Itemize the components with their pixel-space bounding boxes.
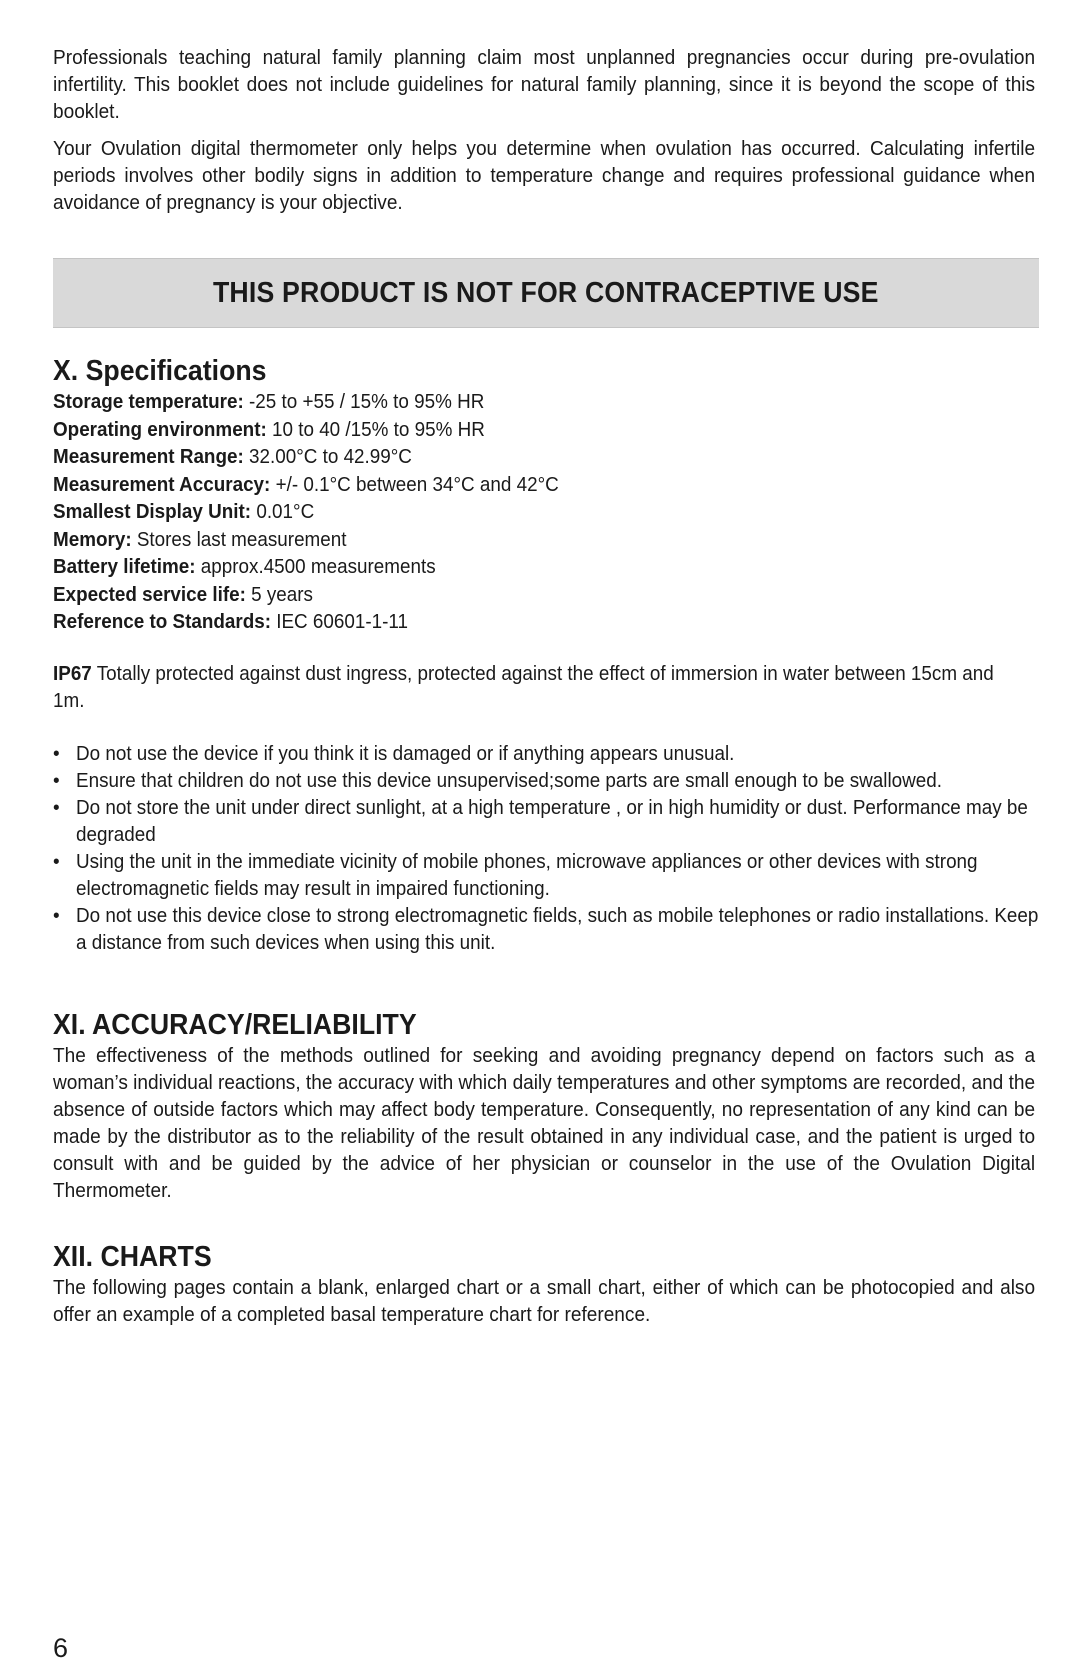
spec-value: -25 to +55 / 15% to 95% HR bbox=[243, 390, 485, 413]
list-item bbox=[53, 740, 1042, 767]
spec-row bbox=[53, 581, 956, 609]
bullet-icon: • bbox=[53, 795, 60, 819]
list-item-text: Do not use the device if you think it is damaged or if anything appears unusual. bbox=[76, 741, 735, 765]
specifications-list bbox=[53, 388, 1035, 636]
spec-value: approx.4500 measurements bbox=[195, 555, 436, 578]
spec-row bbox=[53, 443, 956, 471]
spec-key: Memory: bbox=[53, 527, 132, 551]
charts-paragraph: The following pages contain a blank, enlarged chart or a small chart, either of which can be photocopied and also offer an example of a completed basal temperature chart for reference. bbox=[53, 1275, 1036, 1326]
accuracy-section bbox=[53, 1008, 1035, 1204]
spec-key: Reference to Standards: bbox=[53, 610, 271, 633]
spec-key: Battery lifetime: bbox=[53, 555, 196, 578]
specifications-heading: X. Specifications bbox=[53, 355, 267, 387]
list-item-text: Using the unit in the immediate vicinity of mobile phones, microwave appliances or other devices with strong electromagnetic fields may result in impaired functioning. bbox=[76, 849, 978, 900]
spec-row bbox=[53, 498, 956, 526]
spec-value: 10 to 40 /15% to 95% HR bbox=[266, 417, 485, 441]
intro-paragraph-1: Professionals teaching natural family planning claim most unplanned pregnancies occur during pre-ovulation infertility. This booklet does not include guidelines for natural family planning, since it is beyond the scope of this booklet. bbox=[53, 46, 1036, 123]
page-number: 6 bbox=[53, 1633, 69, 1663]
spec-row bbox=[53, 416, 956, 444]
ip67-paragraph bbox=[53, 660, 1028, 714]
specifications-section bbox=[53, 354, 1039, 956]
spec-value: 32.00°C to 42.99°C bbox=[243, 445, 412, 468]
spec-row bbox=[53, 608, 956, 636]
intro-paragraph-2: Your Ovulation digital thermometer only helps you determine when ovulation has occurred. Calculating infertile periods involves other bodily signs in addition to temperature change and requires professional guidance when avoidance of pregnancy is your objective. bbox=[53, 137, 1036, 214]
spec-row bbox=[53, 471, 956, 499]
spec-key: Storage temperature: bbox=[53, 390, 244, 413]
charts-heading: XII. CHARTS bbox=[53, 1240, 212, 1273]
spec-value: +/- 0.1°C between 34°C and 42°C bbox=[270, 472, 559, 496]
spec-value: 5 years bbox=[245, 582, 313, 606]
spec-value: IEC 60601-1-11 bbox=[270, 610, 408, 633]
list-item-text: Do not store the unit under direct sunlight, at a high temperature , or in high humidity or dust. Performance may be degraded bbox=[76, 795, 1028, 846]
list-item bbox=[53, 767, 1042, 794]
spec-row bbox=[53, 388, 956, 416]
contraceptive-warning-box bbox=[53, 258, 1039, 328]
list-item bbox=[53, 902, 1042, 956]
ip-rating-text: Totally protected against dust ingress, protected against the effect of immersion in water between 15cm and 1m. bbox=[53, 661, 994, 712]
list-item-text: Do not use this device close to strong electromagnetic fields, such as mobile telephones or radio installations. Keep a distance from such devices when using this unit. bbox=[76, 903, 1039, 954]
spec-key: Measurement Range: bbox=[53, 445, 244, 468]
spec-value: 0.01°C bbox=[251, 500, 315, 523]
list-item bbox=[53, 794, 1042, 848]
spec-key: Measurement Accuracy: bbox=[53, 472, 271, 496]
charts-section bbox=[53, 1240, 1035, 1328]
document-page bbox=[53, 44, 1039, 1338]
spec-row bbox=[53, 526, 956, 554]
accuracy-paragraph: The effectiveness of the methods outlined for seeking and avoiding pregnancy depend on factors such as a woman’s individual reactions, the accuracy with which daily temperatures and other symptoms are recorded, and the absence of outside factors which may affect body temperature. Consequently, no representation of any kind can be made by the distributor as to the reliability of the result obtained in any individual case, and the patient is urged to consult with and be guided by the advice of her physician or counselor in the use of the Ovulation Digital Thermometer. bbox=[53, 1043, 1036, 1202]
safety-bullet-list bbox=[53, 740, 1039, 956]
spec-key: Operating environment: bbox=[53, 417, 267, 441]
bullet-icon: • bbox=[53, 903, 60, 927]
bullet-icon: • bbox=[53, 768, 60, 792]
list-item-text: Ensure that children do not use this device unsupervised;some parts are small enough to be swallowed. bbox=[76, 768, 942, 792]
bullet-icon: • bbox=[53, 741, 60, 765]
spec-key: Expected service life: bbox=[53, 582, 246, 606]
spec-row bbox=[53, 553, 956, 581]
list-item bbox=[53, 848, 1042, 902]
ip-rating-label: IP67 bbox=[53, 661, 92, 685]
bullet-icon: • bbox=[53, 849, 60, 873]
accuracy-heading: XI. ACCURACY/RELIABILITY bbox=[53, 1008, 417, 1041]
spec-value: Stores last measurement bbox=[131, 527, 347, 551]
contraceptive-warning-text: THIS PRODUCT IS NOT FOR CONTRACEPTIVE USE bbox=[213, 276, 879, 309]
spec-key: Smallest Display Unit: bbox=[53, 500, 252, 523]
